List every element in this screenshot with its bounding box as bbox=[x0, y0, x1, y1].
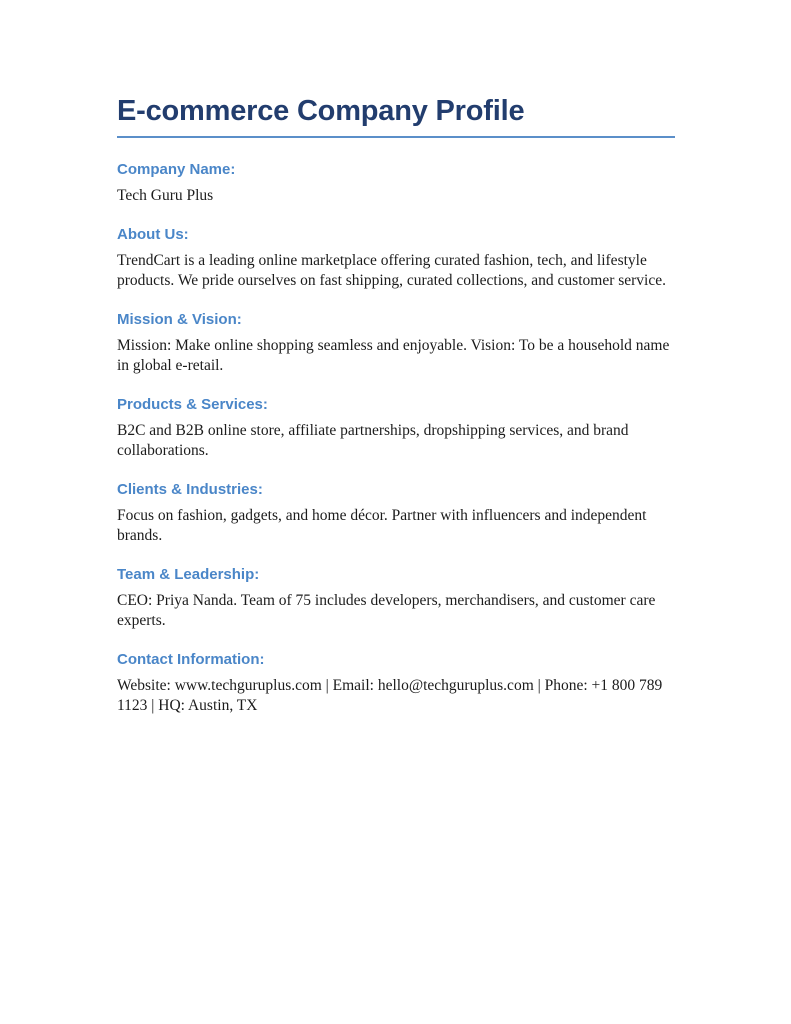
section-heading: Contact Information: bbox=[117, 650, 265, 668]
section-body: TrendCart is a leading online marketplace offering curated fashion, tech, and lifestyle products. We pride ourselves on fast shipping, curated collections, and customer service. bbox=[117, 251, 666, 290]
page-title: E-commerce Company Profile bbox=[117, 95, 525, 127]
section-body: B2C and B2B online store, affiliate partnerships, dropshipping services, and brand collaborations. bbox=[117, 421, 629, 460]
section bbox=[117, 566, 675, 632]
section-heading: Company Name: bbox=[117, 161, 236, 179]
sections-container bbox=[117, 161, 675, 717]
title-rule bbox=[117, 136, 675, 138]
section bbox=[117, 651, 675, 717]
section-heading: Mission & Vision: bbox=[117, 310, 242, 328]
section-heading: Clients & Industries: bbox=[117, 480, 263, 498]
section-body: Tech Guru Plus bbox=[117, 187, 214, 205]
section-body: Mission: Make online shopping seamless and enjoyable. Vision: To be a household name in global e-retail. bbox=[117, 336, 670, 375]
section-body: CEO: Priya Nanda. Team of 75 includes developers, merchandisers, and customer care experts. bbox=[117, 591, 656, 630]
section-body: Focus on fashion, gadgets, and home décor. Partner with influencers and independent brands. bbox=[117, 506, 647, 545]
section-heading: Products & Services: bbox=[117, 395, 268, 413]
section bbox=[117, 161, 675, 207]
section bbox=[117, 311, 675, 377]
section-heading: About Us: bbox=[117, 225, 189, 243]
section bbox=[117, 396, 675, 462]
section-body: Website: www.techguruplus.com | Email: hello@techguruplus.com | Phone: +1 800 789 1123 | HQ: Austin, TX bbox=[117, 676, 663, 715]
section bbox=[117, 226, 675, 292]
section bbox=[117, 481, 675, 547]
section-heading: Team & Leadership: bbox=[117, 565, 260, 583]
